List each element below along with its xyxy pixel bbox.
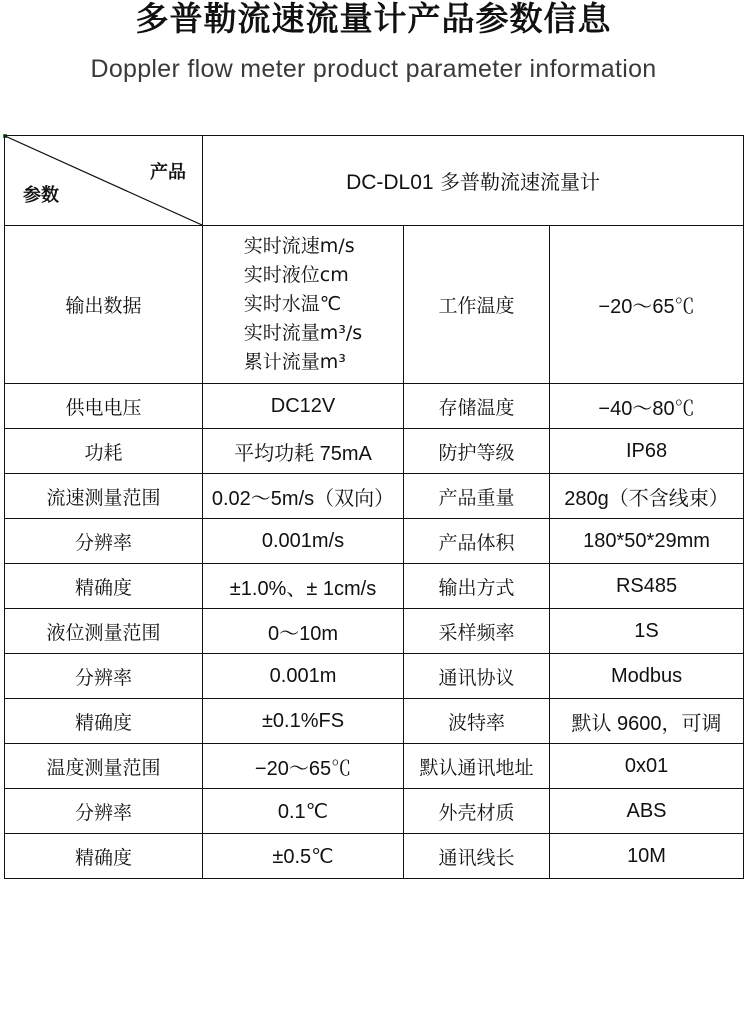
product-model: DC-DL01 [346,171,434,194]
param-value: 平均功耗 75mA [203,429,404,474]
param-label: 分辨率 [5,519,203,564]
output-item: 实时流量m³/s [243,322,363,344]
param-label: 精确度 [5,699,203,744]
table-row [5,609,744,654]
param-value: 10M [550,834,744,879]
table-row [5,654,744,699]
param-label: 流速测量范围 [5,474,203,519]
table-row [5,744,744,789]
param-label: 输出方式 [404,564,550,609]
param-value: 默认 9600，可调 [550,699,744,744]
param-value: −20～65℃ [550,226,744,384]
param-value: 280g（不含线束） [550,474,744,519]
param-label: 分辨率 [5,654,203,699]
param-label: 通讯协议 [404,654,550,699]
table-row [5,474,744,519]
param-value: 0～10m [203,609,404,654]
param-label: 存储温度 [404,384,550,429]
table-row [5,789,744,834]
table-row [5,699,744,744]
output-item: 实时液位cm [243,264,349,286]
param-label: 产品体积 [404,519,550,564]
param-label: 温度测量范围 [5,744,203,789]
param-label: 分辨率 [5,789,203,834]
param-label: 默认通讯地址 [404,744,550,789]
param-value: 0x01 [550,744,744,789]
page-title: 多普勒流速流量计产品参数信息 [135,0,612,38]
param-label: 精确度 [5,834,203,879]
param-label: 波特率 [404,699,550,744]
table-row [5,226,744,384]
param-label: 防护等级 [404,429,550,474]
param-value: −20～65℃ [203,744,404,789]
param-value: DC12V [203,384,404,429]
diagonal-header-cell [5,136,203,226]
param-label: 液位测量范围 [5,609,203,654]
param-value: −40～80℃ [550,384,744,429]
param-label: 外壳材质 [404,789,550,834]
product-name-cell [203,136,744,226]
table-row [5,429,744,474]
corner-label-param: 参数 [23,185,59,206]
table-header-row [5,136,744,226]
corner-label-product: 产品 [150,162,186,183]
param-label: 采样频率 [404,609,550,654]
param-value: 0.02～5m/s（双向） [203,474,404,519]
param-value: 1S [550,609,744,654]
param-value: ±0.1%FS [203,699,404,744]
table-row [5,519,744,564]
param-value: ±1.0%、± 1cm/s [203,564,404,609]
param-label: 输出数据 [5,226,203,384]
output-item: 累计流量m³ [243,351,346,373]
param-value: 0.001m [203,654,404,699]
param-value: 0.1℃ [203,789,404,834]
output-data-list [244,232,362,377]
param-label: 功耗 [5,429,203,474]
param-label: 通讯线长 [404,834,550,879]
param-label: 工作温度 [404,226,550,384]
param-value: ±0.5℃ [203,834,404,879]
param-label: 精确度 [5,564,203,609]
output-data-cell [203,226,404,384]
param-value: Modbus [550,654,744,699]
param-value: 180*50*29mm [550,519,744,564]
product-name: 多普勒流速流量计 [439,170,600,194]
parameter-rows [5,384,744,879]
param-label: 产品重量 [404,474,550,519]
table-row [5,384,744,429]
param-value: 0.001m/s [203,519,404,564]
param-label: 供电电压 [5,384,203,429]
parameter-table [4,135,744,879]
output-item: 实时水温℃ [243,293,342,315]
param-value: RS485 [550,564,744,609]
param-value: ABS [550,789,744,834]
table-row [5,564,744,609]
page-subtitle: Doppler flow meter product parameter information [90,55,657,83]
output-item: 实时流速m/s [243,235,355,257]
param-value: IP68 [550,429,744,474]
table-row [5,834,744,879]
